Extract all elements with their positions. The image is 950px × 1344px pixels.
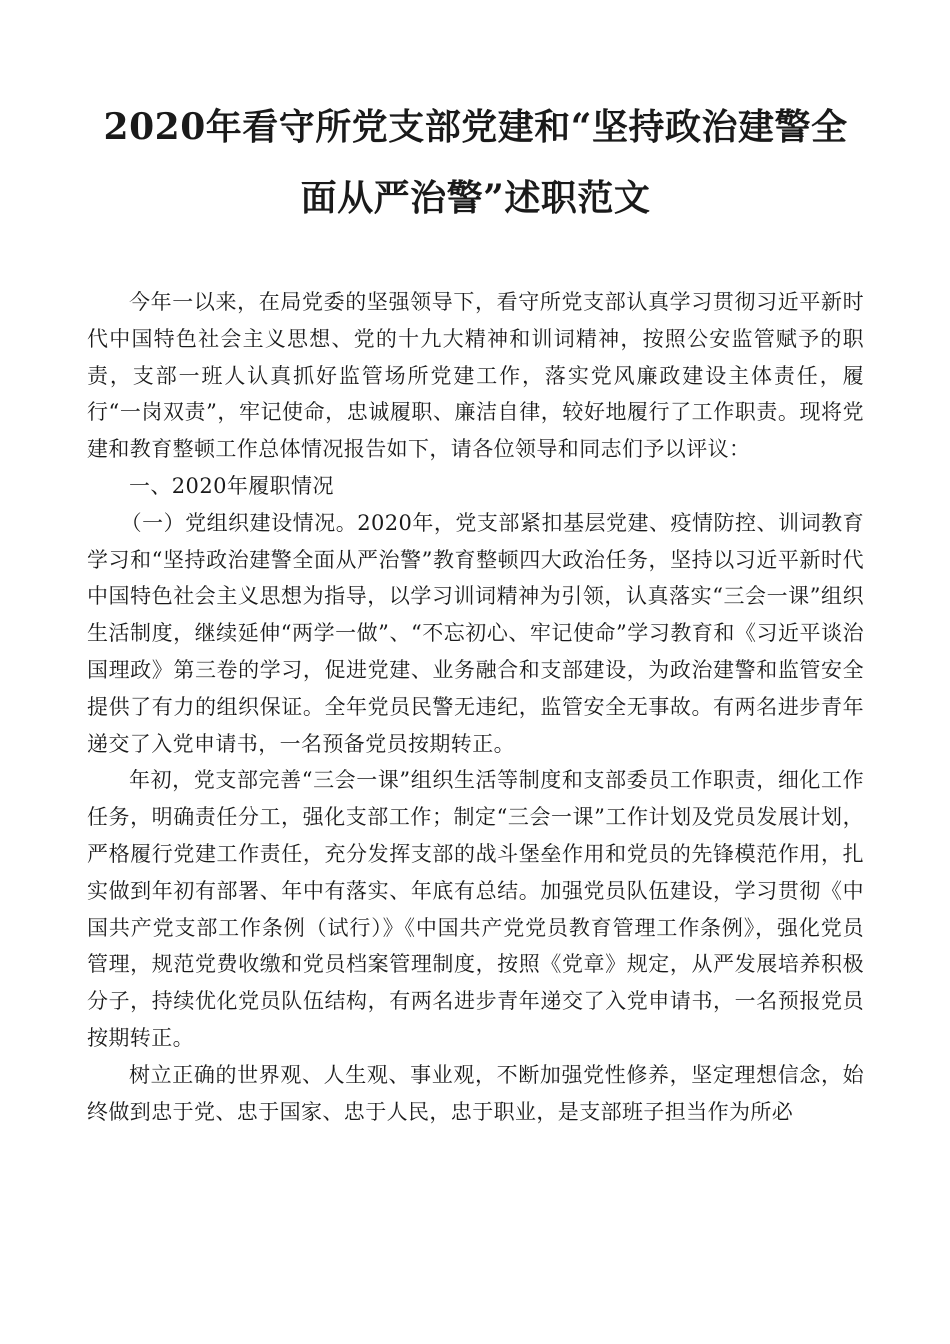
paragraph-party-organization: （一）党组织建设情况。2020年，党支部紧扣基层党建、疫情防控、训词教育学习和“坚持政治建警全面从严治警”教育整顿四大政治任务，坚持以习近平新时代中国特色社会主义思想为指导，以学习训词精神为引领，认真落实“三会一课”组织生活制度，继续延伸“两学一做”、“不忘初心、牢记使命”学习教育和《习近平谈治国理政》第三卷的学习，促进党建、业务融合和支部建设，为政治建警和监管安全提供了有力的组织保证。全年党员民警无违纪，监管安全无事故。有两名进步青年递交了入党申请书，一名预备党员按期转正。 [87,510,864,756]
paragraph-intro: 今年一以来，在局党委的坚强领导下，看守所党支部认真学习贯彻习近平新时代中国特色社会主义思想、党的十九大精神和训词精神，按照公安监管赋予的职责，支部一班人认真抓好监管场所党建工作，落实党风廉政建设主体责任，履行“一岗双责”，牢记使命，忠诚履职、廉洁自律，较好地履行了工作职责。现将党建和教育整顿工作总体情况报告如下，请各位领导和同志们予以评议： [87,290,864,462]
title-line-1: 2020年看守所党支部党建和“坚持政治建警全 [103,106,848,148]
document-body [87,284,864,1130]
document-title [87,92,864,234]
section-heading: 一、2020年履职情况 [129,473,334,498]
paragraph-worldview: 树立正确的世界观、人生观、事业观，不断加强党性修养，坚定理想信念，始终做到忠于党、忠于国家、忠于人民，忠于职业，是支部班子担当作为所必 [87,1062,864,1124]
title-line-2: 面从严治警”述职范文 [300,177,651,219]
paragraph-early-year: 年初，党支部完善“三会一课”组织生活等制度和支部委员工作职责，细化工作任务，明确责任分工，强化支部工作；制定“三会一课”工作计划及党员发展计划，严格履行党建工作责任，充分发挥支部的战斗堡垒作用和党员的先锋模范作用，扎实做到年初有部署、年中有落实、年底有总结。加强党员队伍建设，学习贯彻《中国共产党支部工作条例（试行）》《中国共产党党员教育管理工作条例》，强化党员管理，规范党费收缴和党员档案管理制度，按照《党章》规定，从严发展培养积极分子，持续优化党员队伍结构，有两名进步青年递交了入党申请书，一名预报党员按期转正。 [87,768,864,1050]
